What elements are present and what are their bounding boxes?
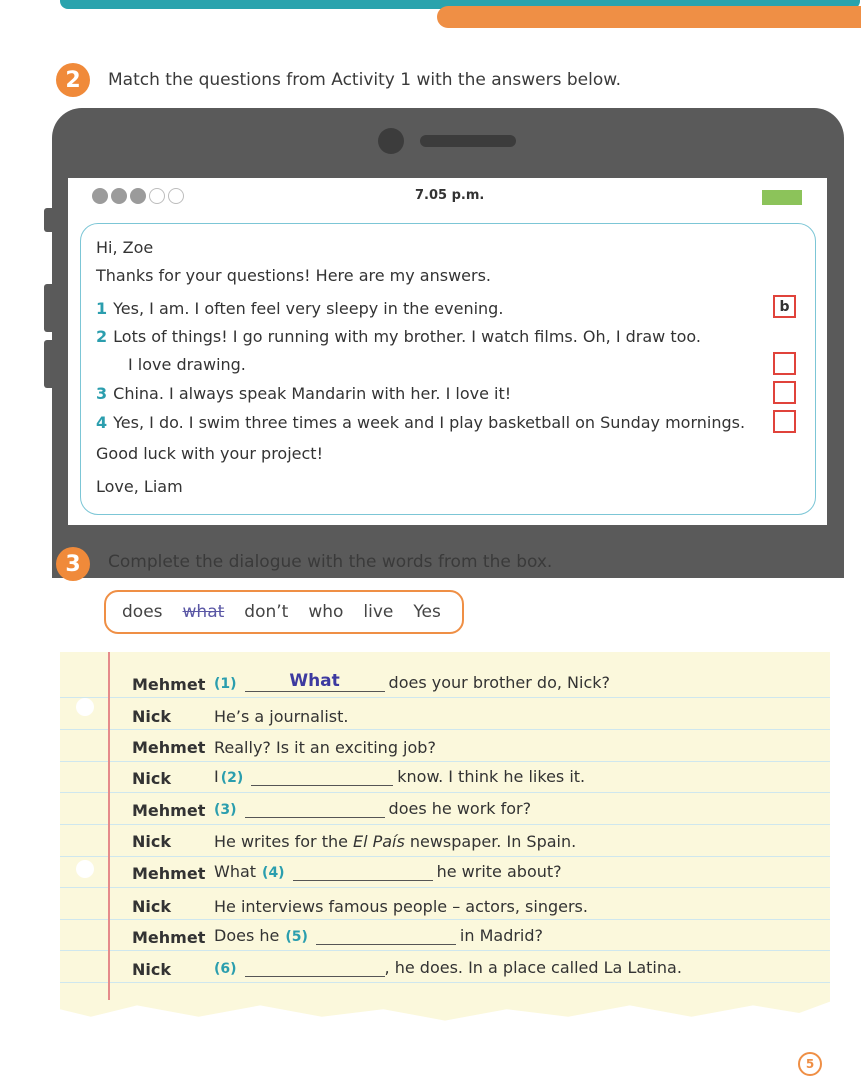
activity-3-number: 3 [56, 547, 90, 581]
answer-line [96, 299, 503, 318]
paper-rule [60, 950, 830, 951]
dialogue-text: He writes for the [214, 832, 348, 851]
answer-number: 2 [96, 327, 108, 346]
activity-3-instruction: Complete the dialogue with the words from the box. [108, 552, 553, 572]
speaker-name: Mehmet [132, 928, 206, 947]
page-number: 5 [798, 1052, 822, 1076]
gap-blank[interactable] [245, 673, 385, 692]
speaker-name: Nick [132, 832, 171, 851]
gap-number: (3) [214, 802, 237, 818]
dialogue-text: Really? Is it an exciting job? [214, 738, 436, 757]
dialogue-text: He’s a journalist. [214, 707, 349, 726]
answer-box[interactable] [773, 352, 796, 375]
gap-blank[interactable] [251, 767, 393, 786]
paper-hole [76, 698, 94, 716]
tablet-side-button [44, 284, 52, 332]
word-box-item: live [363, 602, 394, 622]
answer-line [96, 384, 511, 403]
dialogue-line [214, 738, 436, 757]
answer-text: Lots of things! I go running with my brother. I watch films. Oh, I draw too. [113, 327, 701, 346]
gap-number: (4) [262, 865, 285, 881]
dialogue-line [214, 799, 531, 818]
dialogue-text: newspaper. In Spain. [409, 832, 577, 851]
answer-text: I love drawing. [128, 355, 246, 374]
signal-icon [92, 188, 184, 204]
gap-blank[interactable] [316, 926, 456, 945]
top-orange-bar [437, 6, 861, 28]
message-intro: Thanks for your questions! Here are my answers. [96, 266, 491, 285]
gap-number: (6) [214, 961, 237, 977]
activity-2-number: 2 [56, 63, 90, 97]
tablet-side-button [44, 208, 52, 232]
word-box-item: who [308, 602, 344, 622]
speaker-name: Mehmet [132, 675, 206, 694]
word-box [104, 590, 464, 634]
speaker-name: Nick [132, 897, 171, 916]
paper-rule [60, 761, 830, 762]
dialogue-line [214, 832, 576, 851]
answer-line [96, 327, 701, 346]
filled-answer: What [289, 671, 340, 691]
dialogue-line [214, 767, 585, 786]
word-box-item: what [182, 602, 225, 622]
speaker-name: Mehmet [132, 801, 206, 820]
dialogue-text: does your brother do, Nick? [388, 673, 610, 692]
speaker-name: Mehmet [132, 864, 206, 883]
dialogue-line [214, 862, 562, 881]
word-box-item: don’t [244, 602, 289, 622]
answer-number: 3 [96, 384, 108, 403]
answer-text: Yes, I do. I swim three times a week and I play basketball on Sunday mornings. [113, 413, 746, 432]
speaker-name: Mehmet [132, 738, 206, 757]
answer-box[interactable]: b [773, 295, 796, 318]
dialogue-text: I [214, 767, 219, 786]
paper-rule [60, 729, 830, 730]
answer-text: Yes, I am. I often feel very sleepy in the evening. [113, 299, 504, 318]
answer-text: China. I always speak Mandarin with her. I love it! [113, 384, 512, 403]
answer-line [128, 355, 246, 374]
dialogue-line [214, 707, 348, 726]
paper-rule [60, 824, 830, 825]
activity-2-instruction: Match the questions from Activity 1 with the answers below. [108, 70, 622, 90]
paper-rule [60, 697, 830, 698]
answer-line [96, 413, 745, 432]
gap-number: (2) [220, 770, 244, 786]
dialogue-line [214, 897, 588, 916]
tablet-side-button [44, 340, 52, 388]
paper-rule [60, 792, 830, 793]
paper-rule [60, 887, 830, 888]
message-closing: Good luck with your project! [96, 444, 323, 463]
battery-icon [762, 190, 802, 205]
dialogue-text: he write about? [436, 862, 562, 881]
camera-icon [378, 128, 404, 154]
answer-number: 4 [96, 413, 108, 432]
dialogue-text: Does he [214, 926, 280, 945]
dialogue-text: What [214, 862, 257, 881]
gap-blank[interactable] [245, 958, 385, 977]
message-greeting: Hi, Zoe [96, 238, 154, 257]
status-time: 7.05 p.m. [415, 188, 485, 203]
gap-blank[interactable] [293, 862, 433, 881]
word-box-item: Yes [413, 602, 441, 622]
paper-rule [60, 856, 830, 857]
dialogue-line [214, 673, 610, 692]
dialogue-line [214, 958, 682, 977]
dialogue-text: in Madrid? [459, 926, 544, 945]
speaker-name: Nick [132, 769, 171, 788]
speaker-name: Nick [132, 707, 171, 726]
speaker-icon [420, 135, 516, 147]
gap-number: (1) [214, 676, 237, 692]
newspaper-name: El País [352, 832, 405, 851]
paper-rule [60, 982, 830, 983]
dialogue-text: He interviews famous people – actors, singers. [214, 897, 588, 916]
gap-blank[interactable] [245, 799, 385, 818]
message-signoff: Love, Liam [96, 477, 183, 496]
answer-box[interactable] [773, 381, 796, 404]
dialogue-text: does he work for? [388, 799, 532, 818]
word-box-item: does [122, 602, 163, 622]
paper-margin-line [108, 652, 110, 1000]
dialogue-line [214, 926, 543, 945]
paper-hole [76, 860, 94, 878]
speaker-name: Nick [132, 960, 171, 979]
dialogue-text: know. I think he likes it. [397, 767, 586, 786]
answer-box[interactable] [773, 410, 796, 433]
paper-rule [60, 919, 830, 920]
answer-number: 1 [96, 299, 108, 318]
dialogue-text: , he does. In a place called La Latina. [384, 958, 682, 977]
gap-number: (5) [285, 929, 308, 945]
